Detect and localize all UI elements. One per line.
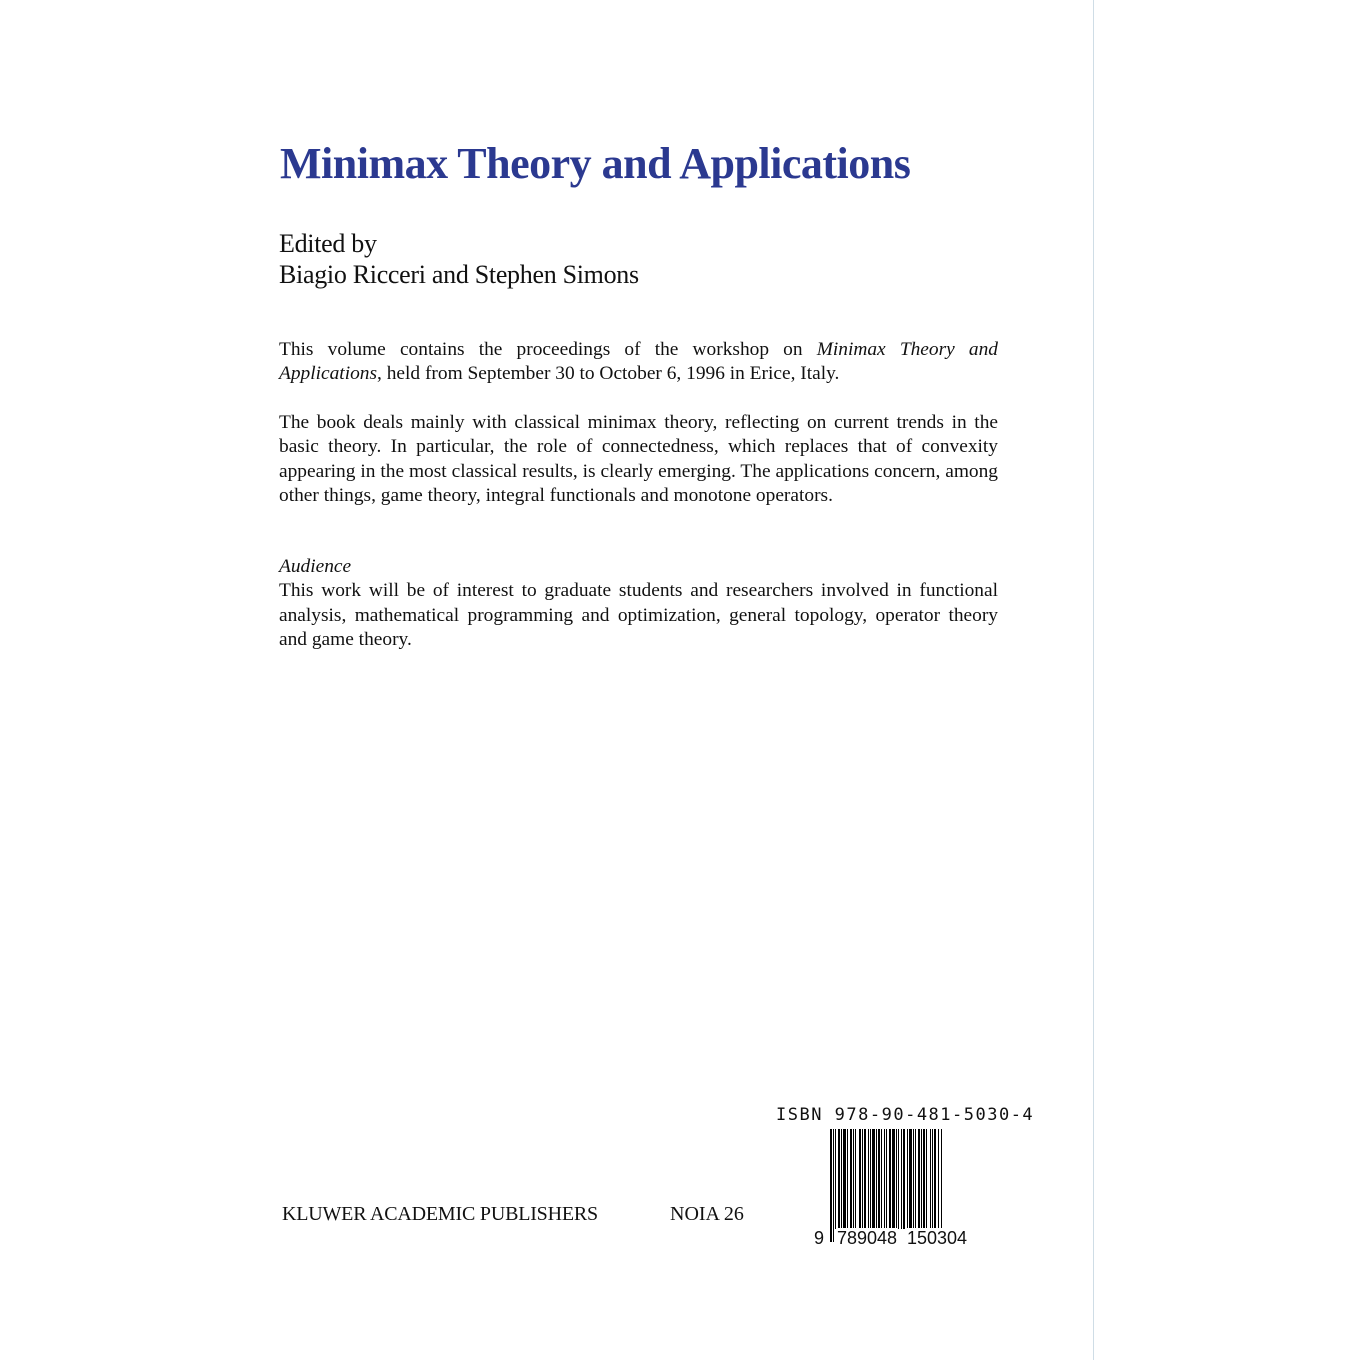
audience-heading: Audience	[279, 556, 352, 577]
book-title: Minimax Theory and Applications	[280, 139, 911, 188]
paragraph-1-lead: This volume contains the proceedings of the workshop on	[279, 339, 817, 360]
barcode-digit-lead: 9	[814, 1228, 825, 1248]
isbn-label: ISBN 978-90-481-5030-4	[776, 1105, 1035, 1125]
audience-text: This work will be of interest to graduate students and researchers involved in functional analysis, mathematical programming and optimization, general topology, operator theory and game theory.	[279, 580, 998, 650]
page-edge-line	[1093, 0, 1094, 1360]
barcode-image	[830, 1129, 982, 1242]
editors-block	[279, 228, 639, 290]
publisher-name: KLUWER ACADEMIC PUBLISHERS	[282, 1203, 598, 1225]
paragraph-1-italic-title: Minimax Theory and Applications	[279, 339, 998, 385]
description-paragraph-1	[279, 338, 998, 387]
description-paragraph-2: The book deals mainly with classical minimax theory, reflecting on current trends in the basic theory. In particular, the role of connectedness, which replaces that of convexity appearing in the most classical results, is clearly emerging. The applications concern, among other things, game theory, integral functionals and monotone operators.	[279, 412, 998, 506]
barcode-digits-left: 789048	[837, 1228, 898, 1248]
editor-names: Biagio Ricceri and Stephen Simons	[279, 260, 639, 289]
paragraph-1-tail: , held from September 30 to October 6, 1996 in Erice, Italy.	[377, 363, 840, 385]
edited-by-label: Edited by	[279, 229, 377, 258]
barcode-digits-right: 150304	[907, 1228, 968, 1248]
series-label: NOIA 26	[670, 1203, 744, 1225]
audience-section	[279, 555, 998, 652]
